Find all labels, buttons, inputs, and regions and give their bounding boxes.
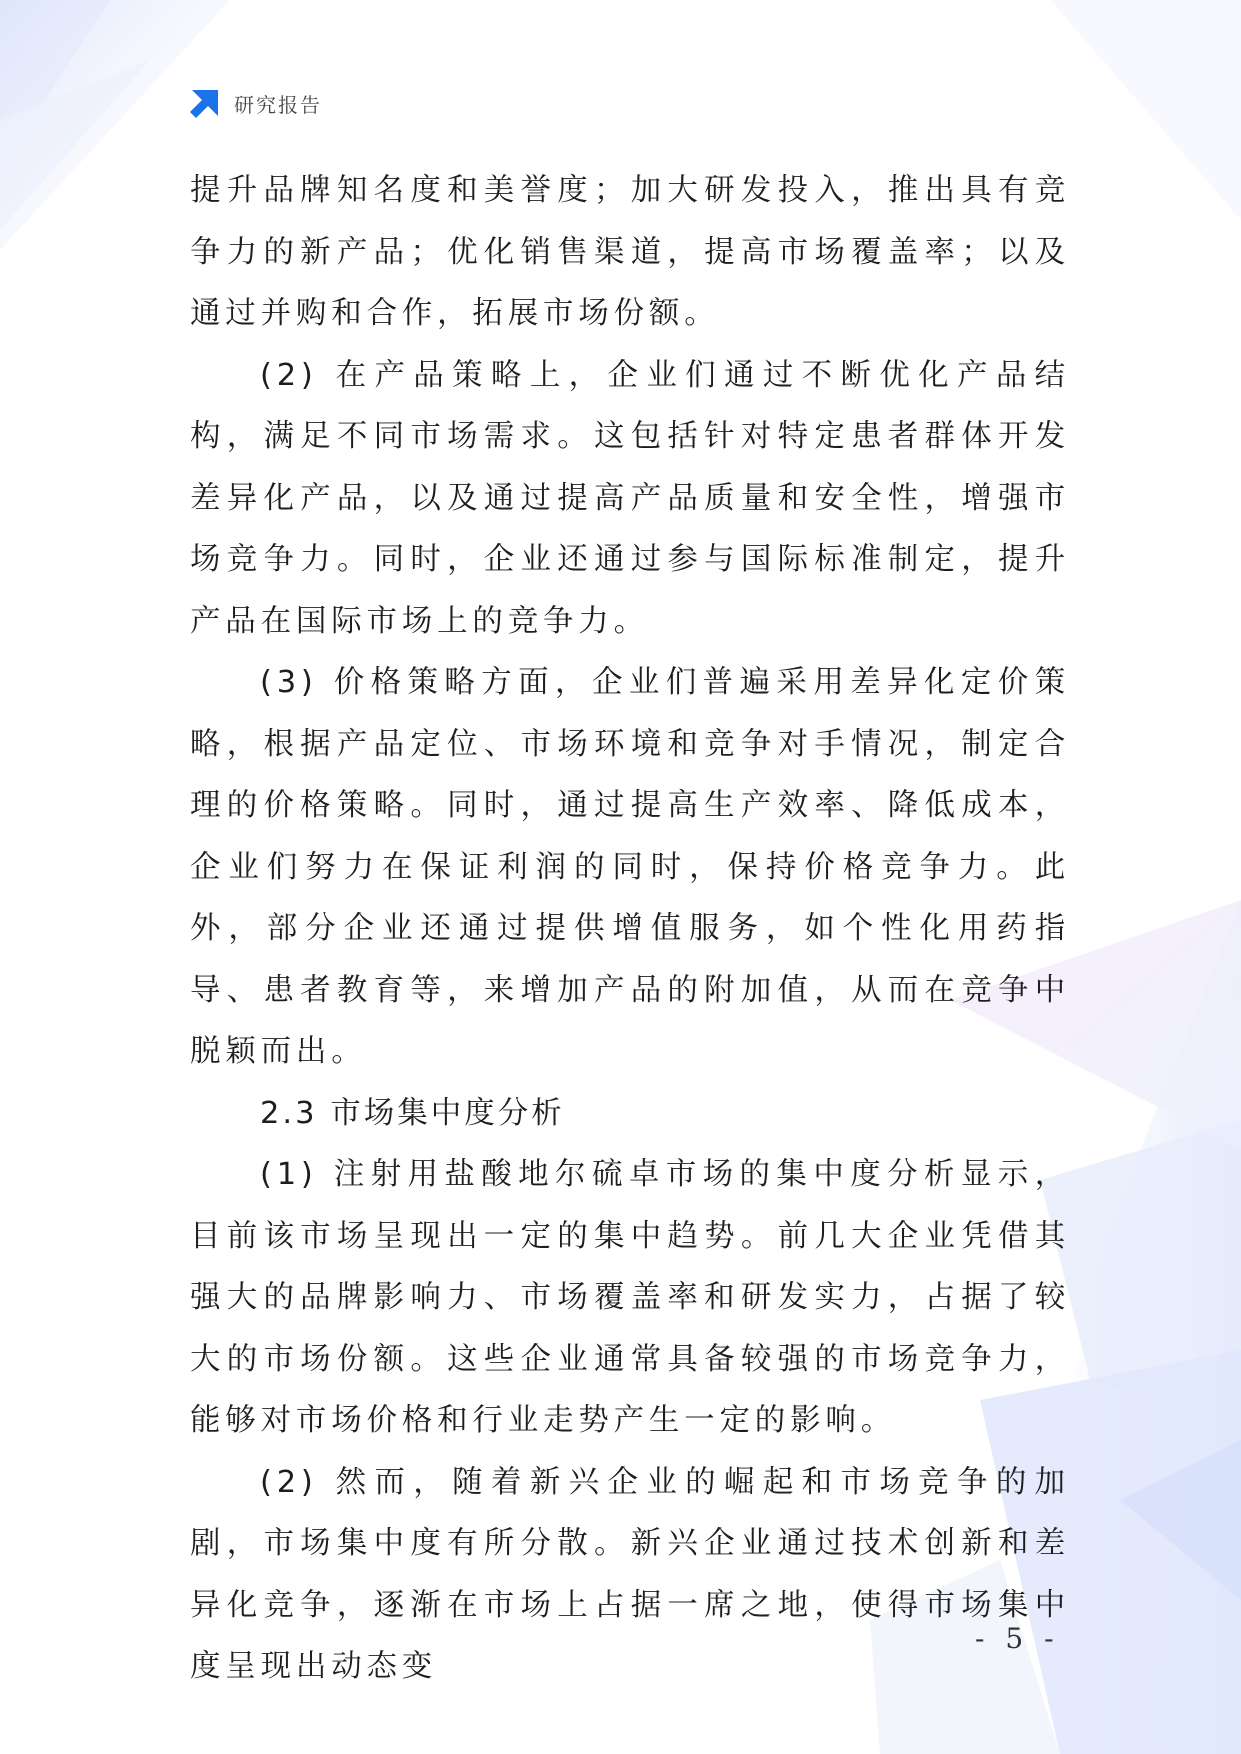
document-body xyxy=(190,160,1070,1698)
report-header xyxy=(188,88,322,118)
paragraph-continued: 提升品牌知名度和美誉度；加大研发投入，推出具有竞争力的新产品；优化销售渠道，提高市场覆盖率；以及通过并购和合作，拓展市场份额。 xyxy=(190,173,1070,331)
paragraph-price-strategy: (3) 价格策略方面，企业们普遍采用差异化定价策略，根据产品定位、市场环境和竞争对手情况，制定合理的价格策略。同时，通过提高生产效率、降低成本，企业们努力在保证利润的同时，保持价格竞争力。此外，部分企业还通过提供增值服务，如个性化用药指导、患者教育等，来增加产品的附加值，从而在竞争中脱颖而出。 xyxy=(190,665,1070,1069)
paragraph-concentration-1: (1) 注射用盐酸地尔硫卓市场的集中度分析显示，目前该市场呈现出一定的集中趋势。前几大企业凭借其强大的品牌影响力、市场覆盖率和研发实力，占据了较大的市场份额。这些企业通常具备较强的市场竞争力，能够对市场价格和行业走势产生一定的影响。 xyxy=(190,1157,1070,1438)
header-title: 研究报告 xyxy=(234,92,322,117)
page-number: - 5 - xyxy=(975,1622,1060,1655)
arrow-up-right-icon xyxy=(188,88,220,118)
paragraph-product-strategy: (2) 在产品策略上，企业们通过不断优化产品结构，满足不同市场需求。这包括针对特定患者群体开发差异化产品，以及通过提高产品质量和安全性，增强市场竞争力。同时，企业还通过参与国际标准制定，提升产品在国际市场上的竞争力。 xyxy=(190,357,1070,639)
paragraph-concentration-2: (2) 然而，随着新兴企业的崛起和市场竞争的加剧，市场集中度有所分散。新兴企业通过技术创新和差异化竞争，逐渐在市场上占据一席之地，使得市场集中度呈现出动态变 xyxy=(190,1464,1070,1684)
section-heading: 2.3 市场集中度分析 xyxy=(260,1095,565,1131)
